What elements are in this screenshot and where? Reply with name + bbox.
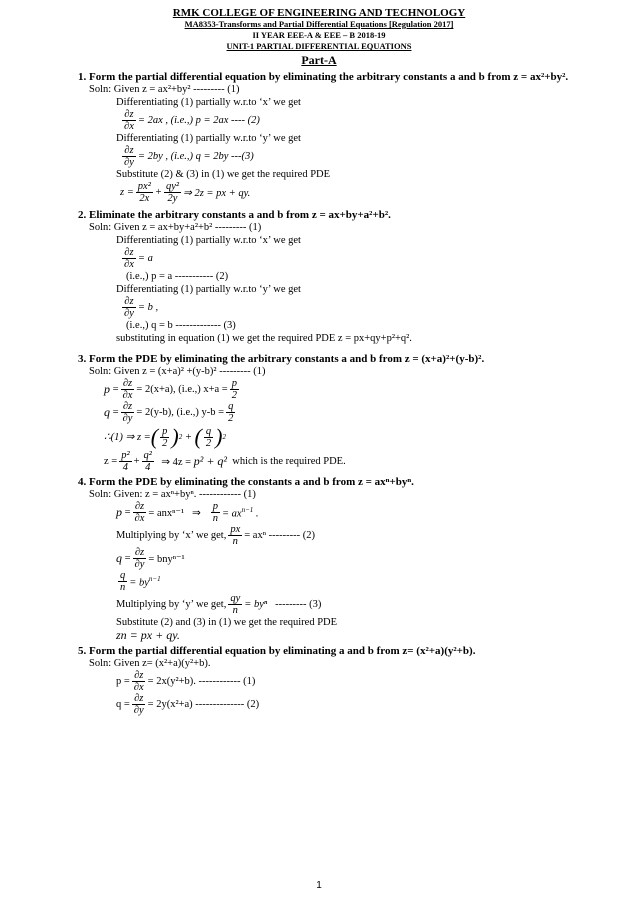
course-title: MA8353-Transforms and Partial Differential Equations [Regulation 2017] — [184, 19, 454, 29]
college-title: RMK COLLEGE OF ENGINEERING AND TECHNOLOGY — [172, 7, 466, 19]
page-number: 1 — [316, 880, 322, 891]
q5-eqq: q = $\frac{\partial z}{\partial y}$ = 2y(x²+a) -------------- (2) — [116, 693, 260, 716]
q2-pa: (i.e.,) p = a ----------- (2) — [126, 271, 229, 282]
q4-final: zn = px + qy. — [116, 628, 180, 642]
q4-multx: Multiplying by ‘x’ we get, $\frac{px}{n}$ = axⁿ --------- (2) — [116, 524, 315, 547]
q1-diffx: Differentiating (1) partially w.r.to ‘x’ we get — [116, 97, 301, 108]
q1-eqx: $\frac{\partial z}{\partial x}$ = 2ax , (i.e.,) p = 2ax ---- (2) — [124, 109, 260, 132]
q5-eqp: p = $\frac{\partial z}{\partial x}$ = 2x(y²+b). ------------ (1) — [116, 670, 256, 693]
q2-diffy: Differentiating (1) partially w.r.to ‘y’ we get — [116, 284, 301, 295]
part-heading: Part-A — [301, 53, 337, 67]
q2-given: Soln: Given z = ax+by+a²+b² --------- (1) — [89, 222, 262, 233]
q3-therefore: ∴(1) ⇒ z = ( $\frac{p}{2}$ ) 2 + ( $\frac{q}{2}$ ) 2 — [104, 424, 226, 449]
q4-eqp: p = $\frac{\partial z}{\partial x}$ = anxⁿ⁻¹ ⇒ $\frac{p}{n}$ = $ax^{n-1}$ . — [116, 501, 259, 524]
q3-title: 3. Form the PDE by eliminating the arbitrary constants a and b from z = (x+a)²+(y-b)². — [78, 353, 485, 365]
q2-final: substituting in equation (1) we get the required PDE z = px+qy+p²+q². — [116, 333, 412, 344]
q4-given: Soln: Given: z = axⁿ+byⁿ. ------------ (1) — [89, 489, 256, 500]
q1-diffy: Differentiating (1) partially w.r.to ‘y’ we get — [116, 133, 301, 144]
q2-title: 2. Eliminate the arbitrary constants a and b from z = ax+by+a²+b². — [78, 209, 391, 221]
q2-diffx: Differentiating (1) partially w.r.to ‘x’ we get — [116, 235, 301, 246]
q1-eqy: $\frac{\partial z}{\partial y}$ = 2by , (i.e.,) q = 2by ---(3) — [124, 145, 254, 168]
q4-multy: Multiplying by ‘y’ we get, $\frac{qy}{n}$ = byⁿ --------- (3) — [116, 593, 322, 616]
q5-given: Soln: Given z= (x²+a)(y²+b). — [89, 658, 211, 669]
unit-title: UNIT-1 PARTIAL DIFFERENTIAL EQUATIONS — [226, 41, 412, 51]
q2-eqy: $\frac{\partial z}{\partial y}$ = b , — [124, 296, 159, 319]
q2-eqx: $\frac{\partial z}{\partial x}$ = a — [124, 247, 153, 270]
q3-eqq: q = $\frac{\partial z}{\partial y}$ = 2(y-b), (i.e.,) y-b = $\frac{q}{2}$ — [104, 401, 234, 424]
q3-given: Soln: Given z = (x+a)² +(y-b)² --------- (1) — [89, 366, 266, 377]
q5-title: 5. Form the partial differential equation by eliminating a and b from z= (x²+a)(y²+b). — [78, 645, 476, 657]
q2-qb: (i.e.,) q = b ------------- (3) — [126, 320, 236, 331]
q1-given: Soln: Given z = ax²+by² --------- (1) — [89, 84, 240, 95]
q4-subst: Substitute (2) and (3) in (1) we get the required PDE — [116, 617, 338, 628]
q3-eqp: p = $\frac{\partial z}{\partial x}$ = 2(x+a), (i.e.,) x+a = $\frac{p}{2}$ — [104, 378, 237, 401]
q4-title: 4. Form the PDE by eliminating the constants a and b from z = axⁿ+byⁿ. — [78, 476, 414, 488]
q4-eqq: q = $\frac{\partial z}{\partial y}$ = bnyⁿ⁻¹ — [116, 547, 185, 570]
q1-final: z = $\frac{\text{px²}}{2x}$ + $\frac{\text{qy²}}{2y}$ ⇒ 2z = px + qy. — [120, 181, 251, 204]
q3-final: z = $\frac{\text{p²}}{4}$ + $\frac{\text{q²}}{4}$ ⇒ 4z = p² + q² which is the required PDE. — [104, 450, 346, 473]
q4-qn: $\frac{q}{n}$ = $by^{n-1}$ — [120, 570, 161, 593]
q1-title: 1. Form the partial differential equation by eliminating the arbitrary constants a and b from z = ax²+by². — [78, 71, 569, 83]
q1-subst: Substitute (2) & (3) in (1) we get the required PDE — [116, 169, 331, 180]
year-line: II YEAR EEE-A & EEE – B 2018-19 — [252, 30, 386, 40]
